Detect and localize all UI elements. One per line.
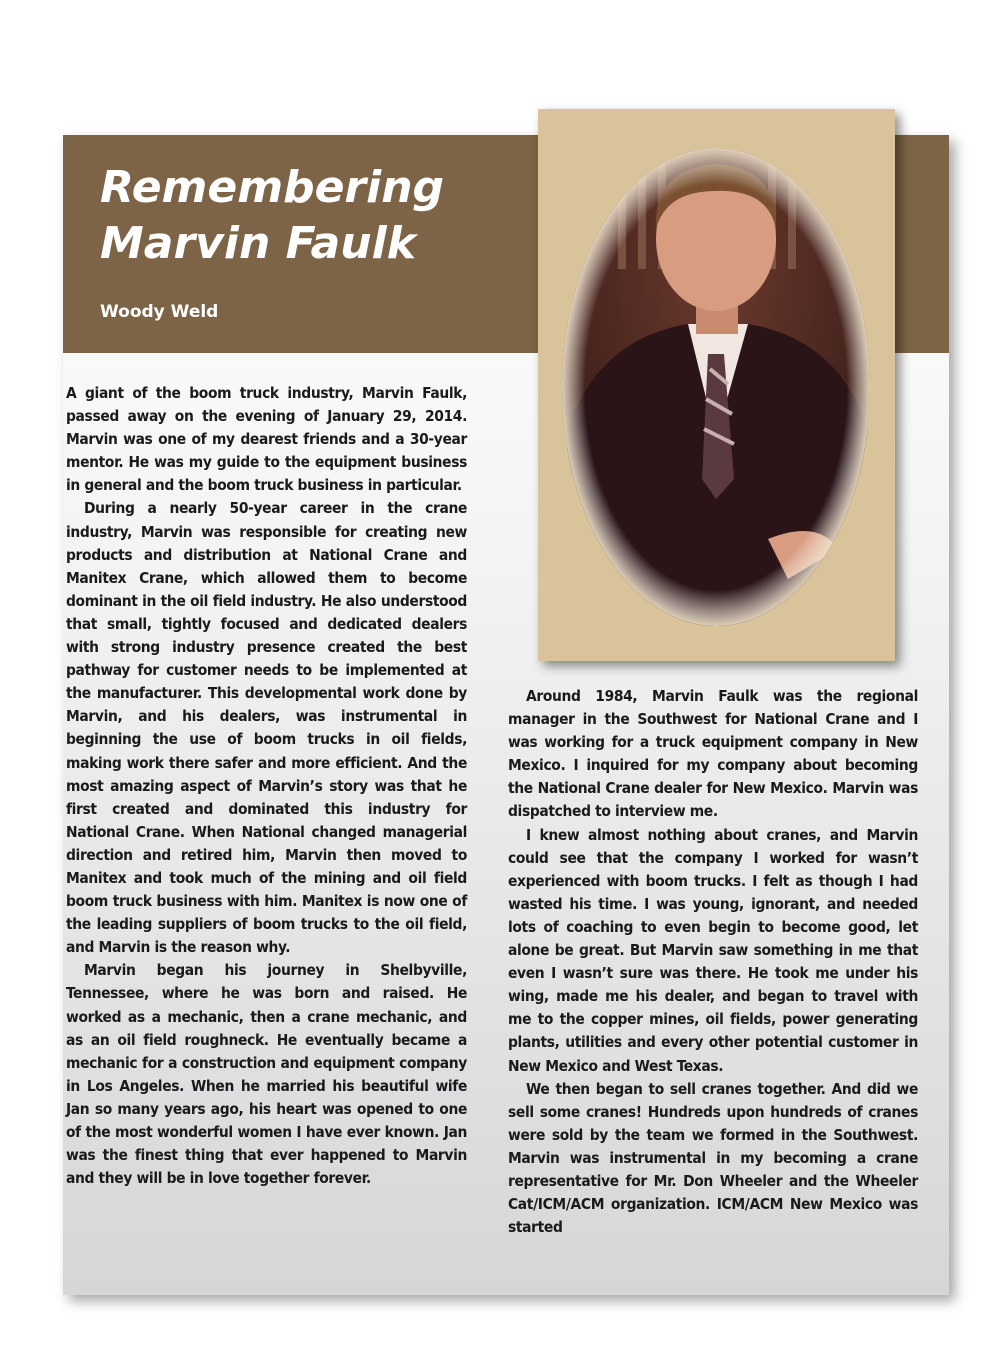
- paragraph: Marvin began his journey in Shelbyville, Tennessee, where he was born and raised. He worked as a mechanic, then a crane mechanic, and as an oil field roughneck. He eventually became a mechanic for a construction and equipment company in Los Angeles. When he married his beautiful wife Jan so many years ago, his heart was opened to one of the most wonderful women I have ever known. Jan was the finest thing that ever happened to Marvin and they will be in love together forever.: [66, 961, 467, 1188]
- paragraph: During a nearly 50-year career in the crane industry, Marvin was responsible for creating new products and distribution at National Crane and Manitex Crane, which allowed them to become dominant in the oil field industry. He also understood that small, tightly focused and dedicated dealers with strong industry presence created the best pathway for customer needs to be implemented at the manufacturer. This developmental work done by Marvin, and his dealers, was instrumental in beginning the use of boom trucks in oil fields, making work there safer and more efficient. And the most amazing aspect of Marvin’s story was that he first created and dominated this industry for National Crane. When National changed managerial direction and retired him, Marvin then moved to Manitex and took much of the mining and oil field boom truck business with him. Manitex is now one of the leading suppliers of boom trucks to the oil field, and Marvin is the reason why.: [66, 499, 467, 957]
- paragraph: We then began to sell cranes together. And did we sell some cranes! Hundreds upon hundreds of cranes were sold by the team we formed in the Southwest. Marvin was instrumental in my becoming a crane representative for Mr. Don Wheeler and the Wheeler Cat/ICM/ACM organization. ICM/ACM New Mexico was started: [508, 1079, 918, 1237]
- paragraph: A giant of the boom truck industry, Marvin Faulk, passed away on the evening of January 29, 2014. Marvin was one of my dearest friends and a 30-year mentor. He was my guide to the equipment business in general and the boom truck business in particular.: [66, 384, 467, 495]
- article-title: [100, 160, 444, 272]
- left-column: [66, 382, 467, 1190]
- title-line-2: Marvin Faulk: [100, 218, 416, 269]
- portrait-image: [538, 109, 895, 661]
- author-byline: Woody Weld: [100, 302, 219, 322]
- portrait-photo: [538, 109, 895, 661]
- paragraph: Around 1984, Marvin Faulk was the regional manager in the Southwest for National Crane and I was working for a truck equipment company in New Mexico. I inquired for my company about becoming the National Crane dealer for New Mexico. Marvin was dispatched to interview me.: [508, 687, 918, 821]
- paragraph: I knew almost nothing about cranes, and Marvin could see that the company I worked for wasn’t experienced with boom trucks. I felt as though I had wasted his time. I was young, ignorant, and needed lots of coaching to even begin to become good, let alone be great. But Marvin saw something in me that even I wasn’t sure was there. He took me under his wing, made me his dealer, and began to travel with me to the copper mines, oil fields, power generating plants, utilities and every other potential customer in New Mexico and West Texas.: [508, 825, 918, 1075]
- title-line-1: Remembering: [100, 162, 445, 213]
- right-column: [508, 685, 918, 1239]
